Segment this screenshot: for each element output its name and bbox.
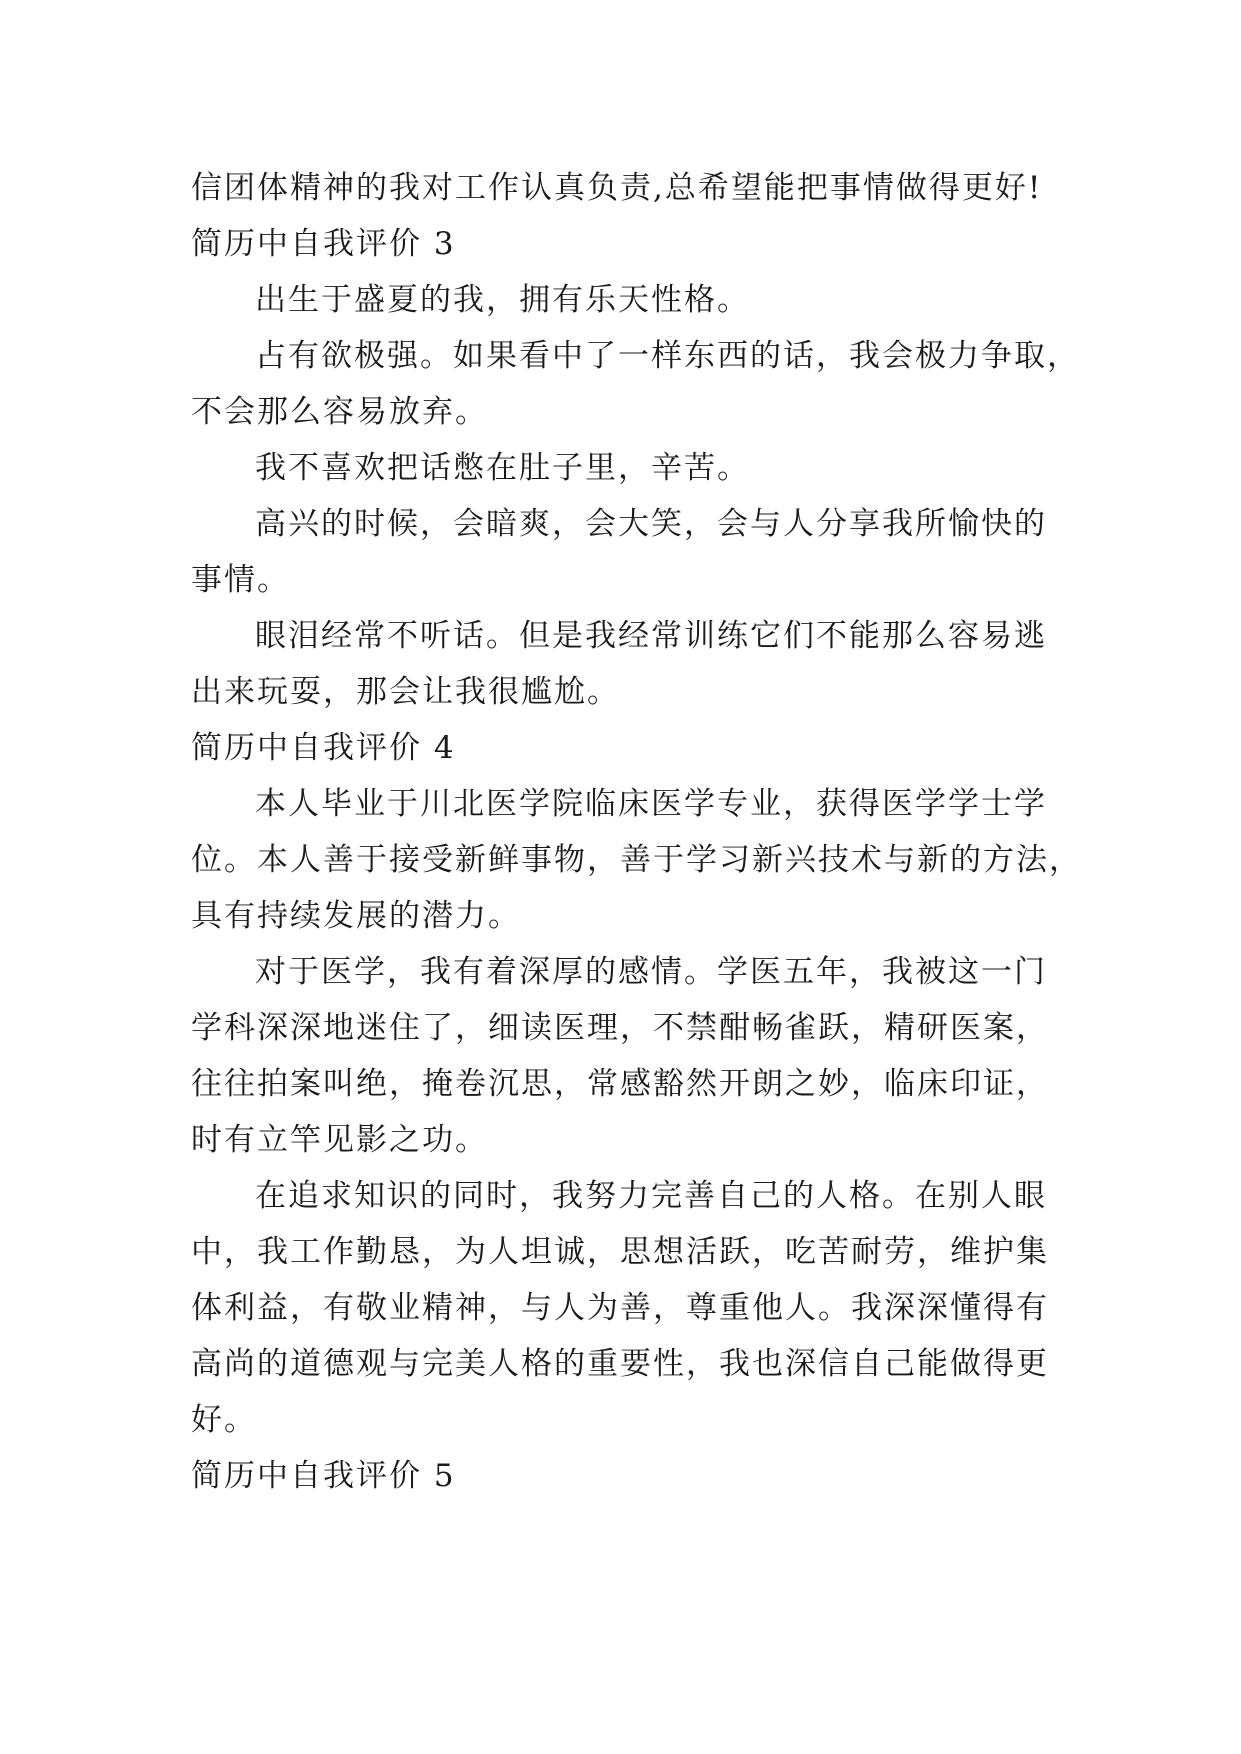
section-heading: 简历中自我评价 3 (191, 226, 456, 262)
paragraph-line: 出生于盛夏的我，拥有乐天性格。 (255, 282, 750, 318)
paragraph-line: 位。本人善于接受新鲜事物，善于学习新兴技术与新的方法， (191, 842, 1082, 878)
paragraph-line: 不会那么容易放弃。 (191, 394, 488, 430)
section-heading: 简历中自我评价 5 (191, 1458, 456, 1494)
paragraph-line: 对于医学，我有着深厚的感情。学医五年，我被这一门 (255, 954, 1047, 990)
paragraph-line: 中，我工作勤恳，为人坦诚，思想活跃，吃苦耐劳，维护集 (191, 1234, 1049, 1270)
paragraph-line: 时有立竿见影之功。 (191, 1122, 488, 1158)
paragraph-line: 眼泪经常不听话。但是我经常训练它们不能那么容易逃 (255, 618, 1047, 654)
paragraph-line: 高尚的道德观与完美人格的重要性，我也深信自己能做得更 (191, 1346, 1049, 1382)
paragraph-line: 我不喜欢把话憋在肚子里，辛苦。 (255, 450, 750, 486)
section-heading: 简历中自我评价 4 (191, 730, 456, 766)
paragraph-line: 事情。 (191, 562, 290, 598)
paragraph-line: 出来玩耍，那会让我很尴尬。 (191, 674, 620, 710)
paragraph-line: 好。 (191, 1402, 257, 1438)
paragraph-line: 本人毕业于川北医学院临床医学专业，获得医学学士学 (255, 786, 1047, 822)
paragraph-line: 体利益，有敬业精神，与人为善，尊重他人。我深深懂得有 (191, 1290, 1049, 1326)
paragraph-line: 往往拍案叫绝，掩卷沉思，常感豁然开朗之妙，临床印证， (191, 1066, 1049, 1102)
paragraph-line: 具有持续发展的潜力。 (191, 898, 521, 934)
paragraph-line: 占有欲极强。如果看中了一样东西的话，我会极力争取， (255, 338, 1080, 374)
paragraph-line: 学科深深地迷住了，细读医理，不禁酣畅雀跃，精研医案， (191, 1010, 1049, 1046)
paragraph-line: 高兴的时候，会暗爽，会大笑，会与人分享我所愉快的 (255, 506, 1047, 542)
paragraph-line: 在追求知识的同时，我努力完善自己的人格。在别人眼 (255, 1178, 1047, 1214)
paragraph-line: 信团体精神的我对工作认真负责,总希望能把事情做得更好! (191, 170, 1043, 206)
